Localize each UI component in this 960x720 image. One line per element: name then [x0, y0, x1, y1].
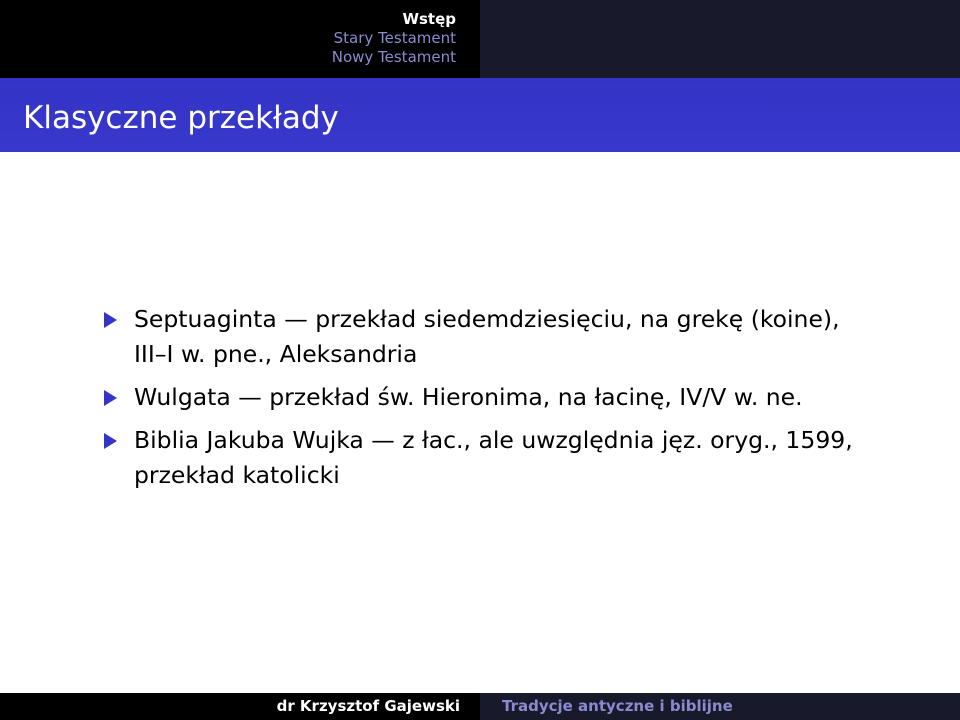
nav-section-nowy-testament[interactable]: Nowy Testament — [331, 48, 456, 66]
nav-section-stary-testament[interactable]: Stary Testament — [333, 29, 456, 47]
list-item — [104, 380, 874, 415]
list-item — [104, 423, 874, 493]
navigation-bar — [0, 0, 960, 78]
footer-presentation-title: Tradycje antyczne i biblijne — [502, 697, 733, 715]
footer-author: dr Krzysztof Gajewski — [276, 697, 460, 715]
triangle-bullet-icon — [104, 390, 117, 406]
section-navigation — [0, 0, 480, 78]
frame-title-bar — [0, 78, 960, 152]
triangle-bullet-icon — [104, 433, 117, 449]
bullet-list — [104, 302, 874, 501]
triangle-bullet-icon — [104, 312, 117, 328]
list-item-text: Wulgata — przekład św. Hieronima, na łacinę, IV/V w. ne. — [134, 383, 803, 411]
footer-right-panel — [480, 693, 960, 720]
nav-section-wstep[interactable]: Wstęp — [402, 10, 456, 28]
list-item — [104, 302, 874, 372]
list-item-text: Biblia Jakuba Wujka — z łac., ale uwzględnia jęz. oryg., 1599, przekład katolicki — [134, 426, 853, 489]
navigation-bar-right-panel — [480, 0, 960, 78]
frame-title: Klasyczne przekłady — [23, 100, 339, 136]
footer-left-panel — [0, 693, 480, 720]
list-item-text: Septuaginta — przekład siedemdziesięciu, na grekę (koine), III–I w. pne., Aleksandria — [134, 305, 840, 368]
footer — [0, 693, 960, 720]
